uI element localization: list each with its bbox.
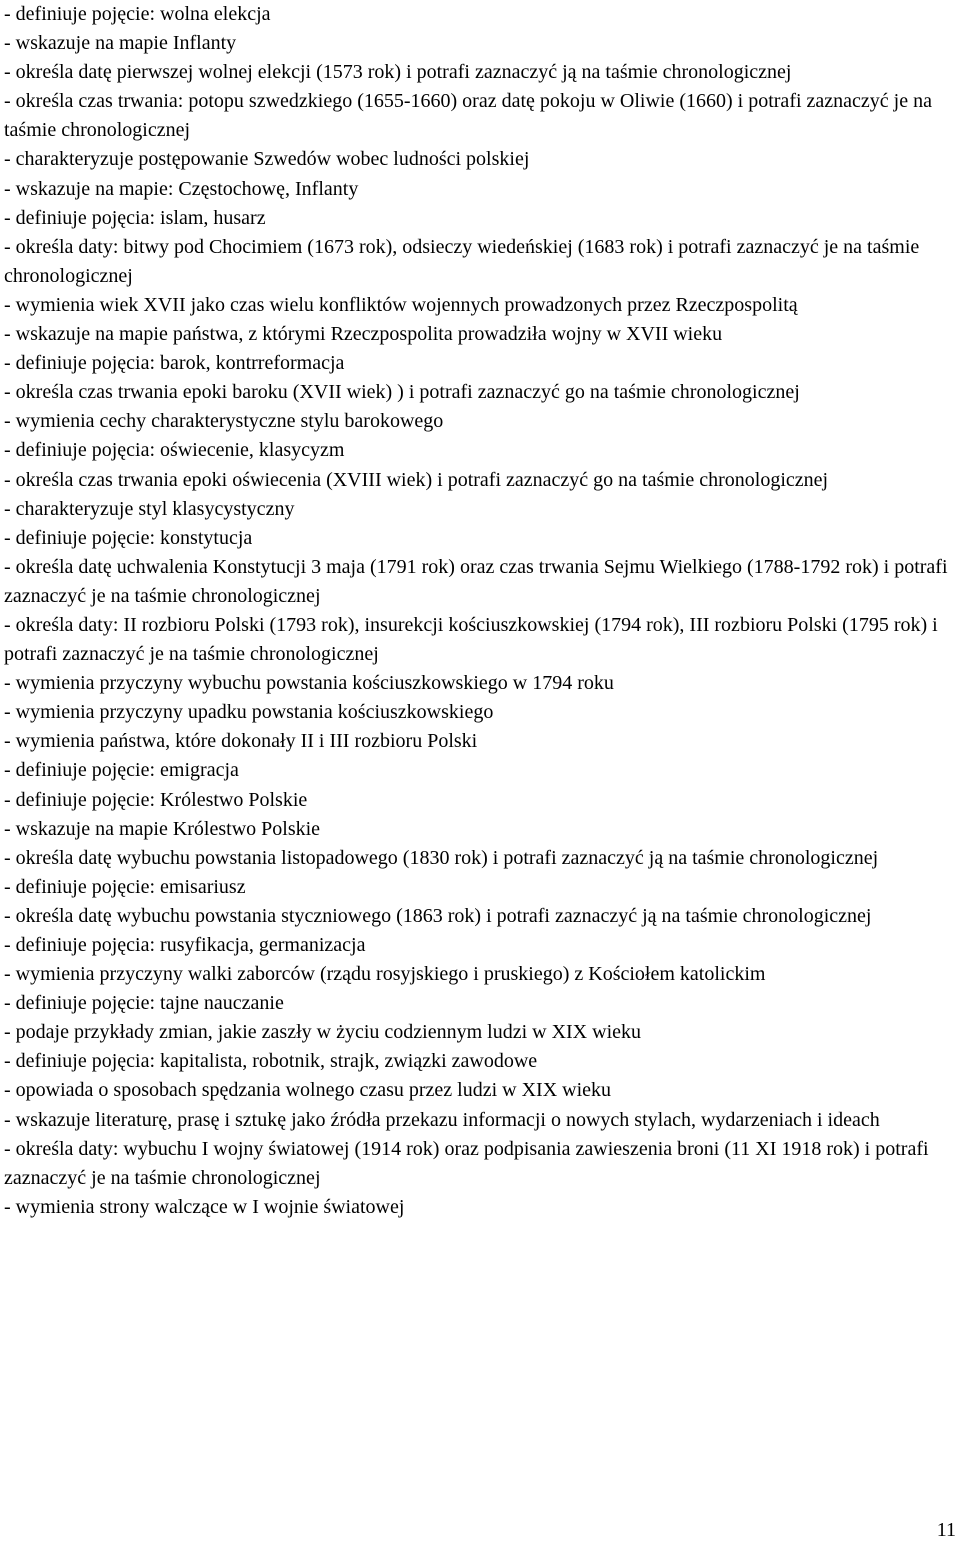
list-item: - określa datę wybuchu powstania styczniowego (1863 rok) i potrafi zaznaczyć ją na taśmie chronologicznej [4,904,872,927]
list-item: - wymienia przyczyny upadku powstania kościuszkowskiego [4,701,494,724]
list-item: - określa datę wybuchu powstania listopadowego (1830 rok) i potrafi zaznaczyć ją na taśmie chronologicznej [4,846,879,869]
list-item: - wymienia przyczyny walki zaborców (rządu rosyjskiego i pruskiego) z Kościołem katolickim [4,963,766,986]
list-item: - definiuje pojęcie: emisariusz [4,875,246,898]
list-item: - określa datę pierwszej wolnej elekcji (1573 rok) i potrafi zaznaczyć ją na taśmie chronologicznej [4,61,792,84]
list-item: - charakteryzuje styl klasycystyczny [4,497,295,520]
list-item: - wskazuje na mapie: Częstochowę, Inflanty [4,177,359,200]
list-item: - definiuje pojęcie: wolna elekcja [4,3,271,25]
list-item: - podaje przykłady zmian, jakie zaszły w życiu codziennym ludzi w XIX wieku [4,1021,642,1044]
list-item: - określa daty: II rozbioru Polski (1793 rok), insurekcji kościuszkowskiej (1794 rok), III rozbioru Polski (1795 rok) i potrafi zaznaczyć je na taśmie chronologicznej [4,613,938,666]
list-item: - określa daty: bitwy pod Chocimiem (1673 rok), odsieczy wiedeńskiej (1683 rok) i potrafi zaznaczyć je na taśmie chronologicznej [4,235,920,287]
list-item: - charakteryzuje postępowanie Szwedów wobec ludności polskiej [4,148,530,171]
list-item: - wskazuje literaturę, prasę i sztukę jako źródła przekazu informacji o nowych stylach, wydarzeniach i ideach [4,1108,880,1131]
list-item: - wskazuje na mapie Inflanty [4,32,237,55]
list-item: - wymienia wiek XVII jako czas wielu konfliktów wojennych prowadzonych przez Rzeczpospolitą [4,293,798,316]
list-item: - określa czas trwania: potopu szwedzkiego (1655-1660) oraz datę pokoju w Oliwie (1660) i potrafi zaznaczyć je na taśmie chronologicznej [4,90,932,142]
list-item: - definiuje pojęcie: tajne nauczanie [4,992,284,1015]
list-item: - definiuje pojęcie: Królestwo Polskie [4,788,308,811]
list-item: - wymienia państwa, które dokonały II i III rozbioru Polski [4,730,478,753]
list-item: - definiuje pojęcia: rusyfikacja, germanizacja [4,934,366,956]
list-item: - opowiada o sposobach spędzania wolnego czasu przez ludzi w XIX wieku [4,1079,612,1102]
list-item: - określa czas trwania epoki baroku (XVII wiek) ) i potrafi zaznaczyć go na taśmie chronologicznej [4,381,800,404]
list-item: - definiuje pojęcia: oświecenie, klasycyzm [4,439,345,462]
list-item: - wymienia przyczyny wybuchu powstania kościuszkowskiego w 1794 roku [4,672,614,695]
page-number: 11 [936,1519,956,1541]
list-item: - wskazuje na mapie Królestwo Polskie [4,817,321,840]
list-item: - określa czas trwania epoki oświecenia (XVIII wiek) i potrafi zaznaczyć go na taśmie chronologicznej [4,468,829,491]
list-item: - definiuje pojęcia: islam, husarz [4,206,266,229]
list-item: - definiuje pojęcia: barok, kontrreformacja [4,352,345,375]
list-item: - określa datę uchwalenia Konstytucji 3 maja (1791 rok) oraz czas trwania Sejmu Wielkiego (1788-1792 rok) i potrafi zaznaczyć je na taśmie chronologicznej [4,555,948,607]
requirements-list [4,0,956,1222]
document-page [4,0,956,1222]
list-item: - określa daty: wybuchu I wojny światowej (1914 rok) oraz podpisania zawieszenia broni (11 XI 1918 rok) i potrafi zaznaczyć je na taśmie chronologicznej [4,1137,929,1189]
list-item: - definiuje pojęcie: emigracja [4,759,239,782]
list-item: - wymienia strony walczące w I wojnie światowej [4,1195,405,1218]
list-item: - wskazuje na mapie państwa, z którymi Rzeczpospolita prowadziła wojny w XVII wieku [4,323,723,346]
list-item: - definiuje pojęcie: konstytucja [4,526,253,549]
list-item: - wymienia cechy charakterystyczne stylu barokowego [4,410,444,433]
list-item: - definiuje pojęcia: kapitalista, robotnik, strajk, związki zawodowe [4,1050,538,1073]
